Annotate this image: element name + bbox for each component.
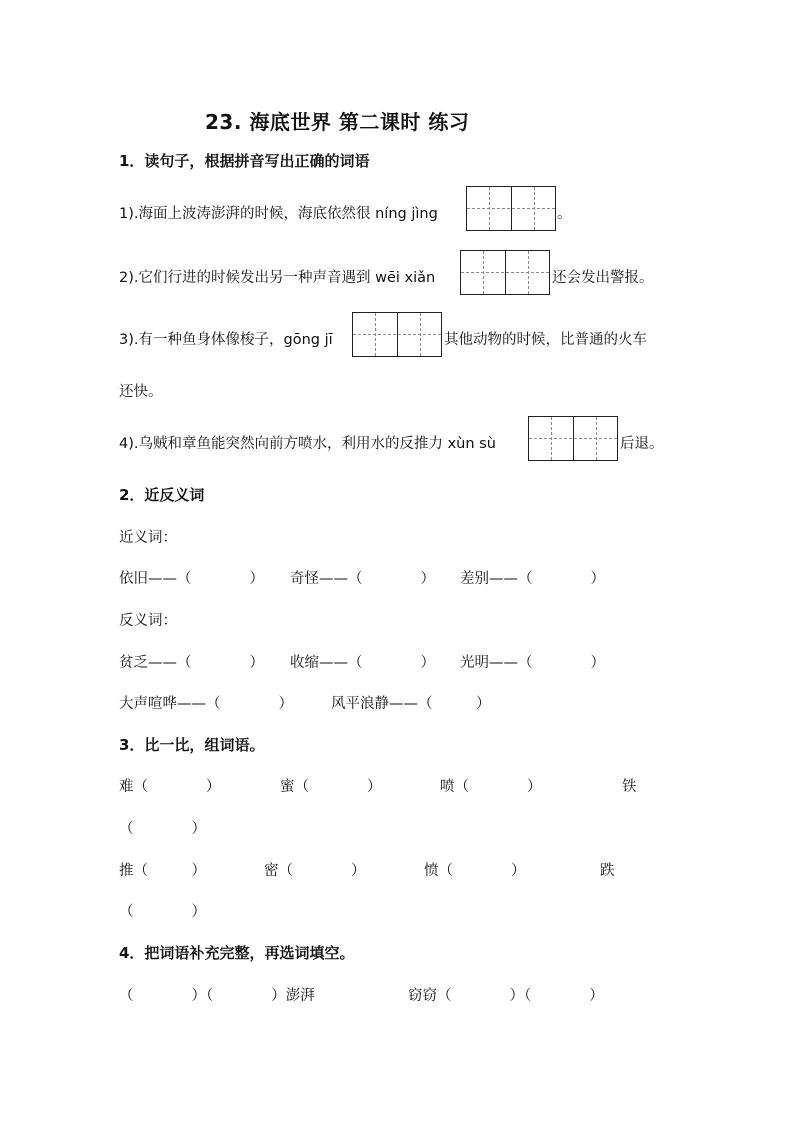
synonym-label: 近义词： — [119, 530, 177, 546]
q1-text: 1).海面上波涛澎湃的时候，海底依然很 níng jìng — [119, 206, 438, 222]
compare-item: 铁 — [622, 779, 637, 795]
section-3-heading: 3．比一比，组词语。 — [119, 736, 265, 754]
antonym-item: 收缩——（ ） — [290, 655, 435, 671]
compare-item: 难（ ） — [119, 779, 221, 795]
synonym-item: 依旧——（ ） — [119, 571, 264, 587]
fill-idiom-item: 窃窃（ ）（ ） — [408, 988, 604, 1004]
q3-text-after: 其他动物的时候，比普通的火车 — [444, 332, 647, 348]
compare-item-cont: （ ） — [119, 904, 206, 920]
q3-writing-grid[interactable] — [352, 312, 442, 357]
synonym-item: 差别——（ ） — [460, 571, 605, 587]
antonym-item: 风平浪静——（ ） — [331, 696, 491, 712]
q2-text-after: 还会发出警报。 — [552, 270, 654, 286]
synonym-item: 奇怪——（ ） — [290, 571, 435, 587]
antonym-item: 大声喧哗——（ ） — [119, 696, 293, 712]
q1-text-after: 。 — [557, 206, 572, 222]
page-title: 23. 海底世界 第二课时 练习 — [205, 110, 470, 134]
q4-writing-grid[interactable] — [528, 416, 618, 461]
antonym-item: 光明——（ ） — [460, 655, 605, 671]
compare-item: 密（ ） — [264, 863, 366, 879]
compare-item: 喷（ ） — [440, 779, 542, 795]
q4-text-after: 后退。 — [620, 436, 664, 452]
q3-text: 3).有一种鱼身体像梭子，gōng jī — [119, 332, 333, 348]
q2-text: 2).它们行进的时候发出另一种声音遇到 wēi xiǎn — [119, 270, 436, 286]
q4-text: 4).乌贼和章鱼能突然向前方喷水，利用水的反推力 xùn sù — [119, 436, 496, 452]
compare-item: 推（ ） — [119, 863, 206, 879]
q3-text-cont: 还快。 — [119, 384, 163, 400]
compare-item: 愤（ ） — [424, 863, 526, 879]
antonym-item: 贫乏——（ ） — [119, 655, 264, 671]
compare-item: 跌 — [600, 863, 615, 879]
antonym-label: 反义词： — [119, 613, 177, 629]
section-4-heading: 4．把词语补充完整，再选词填空。 — [119, 944, 355, 962]
q1-writing-grid[interactable] — [466, 186, 556, 231]
compare-item-cont: （ ） — [119, 821, 206, 837]
fill-idiom-item: （ ）（ ）澎湃 — [119, 988, 315, 1004]
section-2-heading: 2．近反义词 — [119, 486, 205, 504]
q2-writing-grid[interactable] — [460, 250, 550, 295]
section-1-heading: 1．读句子，根据拼音写出正确的词语 — [119, 152, 370, 170]
compare-item: 蜜（ ） — [280, 779, 382, 795]
